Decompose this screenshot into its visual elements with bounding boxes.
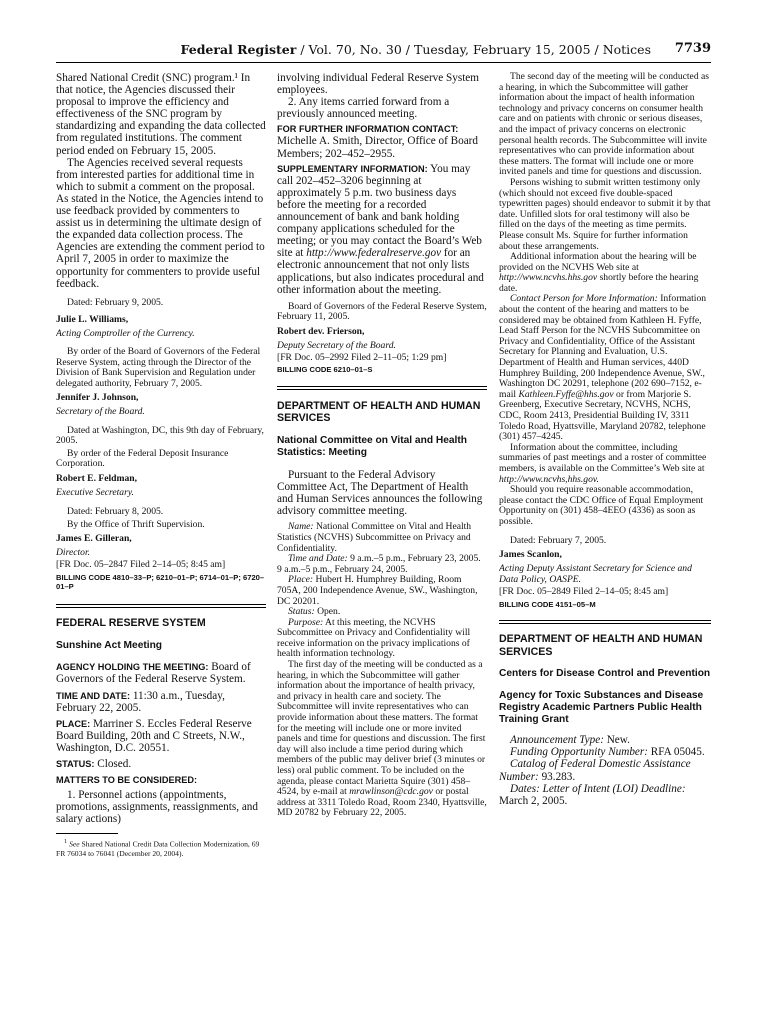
field-value: 93.283. bbox=[541, 770, 576, 783]
dated-line: Dated: February 8, 2005. bbox=[67, 506, 164, 518]
paragraph-text: Additional information about the hearing will be provided on the NCVHS Web site at bbox=[499, 251, 697, 273]
column-2 bbox=[277, 72, 487, 1024]
paragraph-text: The first day of the meeting will be conducted as a hearing, in which the Subcommittee will gather information about the importance of health privacy, and privacy in health care and society. The Subcommittee will invite representatives who can provide information about these matters. The format for the meeting will include one or more invited panels and time for questions and discussion. The first day will also include a time period during which members of the public may deliver brief (3 minutes or less) oral public comment. To be included on the agenda, please contact Marietta Squire (301) 458–4524, by e-mail at bbox=[277, 659, 486, 798]
field-value: National Committee on Vital and Health Statistics (NCVHS) Subcommittee on Privacy and Confidentiality. bbox=[277, 521, 472, 554]
field-place bbox=[56, 718, 266, 754]
field-label: Dates: Letter of Intent (LOI) Deadline: bbox=[510, 782, 686, 795]
notice-subject: National Committee on Vital and Health Statistics: Meeting bbox=[277, 434, 468, 458]
field-label: Name: bbox=[288, 521, 314, 533]
paragraph: The Agencies received several requests from interested parties for additional time in which to submit a comment on the proposal. As stated in the Notice, the Agencies intend to use feedback provided by commenters to assist us in determining the ultimate design of the expanded data collection process. The Agencies are extending the comment period to April 7, 2005 in order to maximize the opportunity for commenters to provide useful feedback. bbox=[56, 156, 265, 290]
field-agency-holding bbox=[56, 661, 266, 685]
field-label: Status: bbox=[288, 606, 315, 618]
agency-heading: DEPARTMENT OF HEALTH AND HUMAN SERVICES bbox=[499, 633, 703, 658]
paragraph: The second day of the meeting will be conducted as a hearing, in which the Subcommittee will gather information about the impact of health information technology and privacy concerns on consumer health care and on patients with chronic or serious diseases, and the impact of privacy concerns on electronic personal health records. The Subcommittee will invite representatives who can provide information about these matters. The format will include one or more invited panels and time for questions and discussion. bbox=[499, 72, 710, 178]
field-catalog-number bbox=[499, 758, 711, 782]
paragraph bbox=[277, 660, 487, 819]
field-contact bbox=[277, 123, 487, 159]
section-divider bbox=[499, 620, 711, 621]
field-value: for an electronic announcement that not only lists applications, but also indicates procedural and other information about the meeting. bbox=[277, 247, 484, 296]
field-value: 11:30 a.m., Tuesday, February 22, 2005. bbox=[56, 689, 225, 714]
field-label: Catalog of Federal Domestic Assistance Number: bbox=[499, 758, 691, 783]
paragraph: Shared National Credit (SNC) program.¹ In that notice, the Agencies discussed their proposal to improve the efficiency and effectiveness of the SNC program by standardizing and expanding the data collected from regulated institutions. The comment period ended on February 15, 2005. bbox=[56, 72, 266, 157]
fr-doc-line: [FR Doc. 05–2849 Filed 2–14–05; 8:45 am] bbox=[499, 586, 669, 598]
paragraph-text: shortly before the hearing date. bbox=[499, 272, 699, 294]
contact-email[interactable]: Kathleen.Fyffe@hhs.gov bbox=[518, 388, 614, 400]
field-status bbox=[56, 758, 266, 770]
billing-code: BILLING CODE 4810–33–P; 6210–01–P; 6714–01–P; 6720–01–P bbox=[56, 572, 265, 592]
field-place bbox=[277, 575, 487, 607]
matter-item: 1. Personnel actions (appointments, promotions, assignments, reassignments, and salary actions) bbox=[56, 789, 258, 826]
issue-details: / Vol. 70, No. 30 / Tuesday, February 15, 2005 / Notices bbox=[300, 42, 651, 57]
field-value: Open. bbox=[317, 606, 341, 618]
footnote-see: See bbox=[69, 839, 80, 849]
agency-heading: DEPARTMENT OF HEALTH AND HUMAN SERVICES bbox=[277, 399, 481, 425]
signatory-title: Director. bbox=[56, 547, 91, 559]
paragraph: Should you require reasonable accommodation, please contact the CDC Office of Equal Employment Opportunity on (301) 458–4EEO (4336) as soon as possible. bbox=[499, 484, 704, 527]
field-contact-person bbox=[499, 294, 711, 442]
committee-url[interactable]: http://www.ncvhs,hhs.gov. bbox=[499, 473, 599, 485]
field-label: MATTERS TO BE CONSIDERED: bbox=[56, 775, 198, 786]
paragraph-text: or postal address at 3311 Toledo Road, Room 2340, Hyattsville, MD 20782 by February 22, 2005. bbox=[277, 786, 487, 819]
order-statement: By order of the Federal Deposit Insurance Corporation. bbox=[56, 447, 229, 470]
signatory-name: Robert E. Feldman, bbox=[56, 473, 138, 485]
notice-subject: Agency for Toxic Substances and Disease Registry Academic Partners Public Health Training Grant bbox=[499, 690, 704, 726]
signatory-title: Acting Deputy Assistant Secretary for Science and Data Policy, OASPE. bbox=[499, 563, 692, 586]
sub-agency-heading: Centers for Disease Control and Prevention bbox=[499, 668, 711, 680]
page-header bbox=[56, 40, 711, 63]
field-label: STATUS: bbox=[56, 758, 95, 769]
field-value: New. bbox=[606, 734, 630, 747]
field-label: Contact Person for More Information: bbox=[510, 293, 658, 305]
section-divider bbox=[277, 386, 487, 387]
field-value: At this meeting, the NCVHS Subcommittee on Privacy and Confidentiality will receive information on the privacy implications of health information technology. bbox=[277, 616, 471, 660]
field-purpose bbox=[277, 618, 487, 660]
agency-heading: FEDERAL RESERVE SYSTEM bbox=[56, 616, 206, 629]
billing-code: BILLING CODE 6210–01–S bbox=[277, 365, 373, 375]
field-label: Place: bbox=[288, 574, 314, 586]
field-value: March 2, 2005. bbox=[499, 794, 568, 807]
field-value: Closed. bbox=[97, 757, 132, 770]
footnote-divider bbox=[56, 833, 118, 834]
dated-line: Dated at Washington, DC, this 9th day of February, 2005. bbox=[56, 424, 264, 447]
field-value: Hubert H. Humphrey Building, Room 705A, 200 Independence Avenue, SW., Washington, DC 20201. bbox=[277, 574, 478, 607]
signatory-title: Executive Secretary. bbox=[56, 487, 134, 499]
field-label: Funding Opportunity Number: bbox=[510, 746, 648, 759]
signatory-name: Jennifer J. Johnson, bbox=[56, 391, 139, 403]
contact-email[interactable]: mrawlinson@cdc.gov bbox=[349, 786, 433, 798]
notice-subject: Sunshine Act Meeting bbox=[56, 640, 163, 652]
field-value: RFA 05045. bbox=[650, 746, 705, 759]
section-divider bbox=[56, 607, 266, 608]
page-number: 7739 bbox=[674, 41, 711, 56]
footnote-text: Shared National Credit Data Collection Modernization, 69 FR 76034 to 76041 (December 20, 2004). bbox=[56, 839, 260, 859]
section-divider bbox=[277, 389, 487, 390]
field-label: FOR FURTHER INFORMATION CONTACT: bbox=[277, 124, 459, 135]
signatory-name: James Scanlon, bbox=[499, 549, 562, 561]
billing-code: BILLING CODE 4151–05–M bbox=[499, 599, 596, 609]
field-funding-opportunity bbox=[499, 746, 711, 758]
field-time-date bbox=[277, 554, 487, 575]
column-1 bbox=[56, 72, 266, 1024]
federal-reserve-url[interactable]: http://www.federalreserve.gov bbox=[306, 247, 442, 260]
board-statement: Board of Governors of the Federal Reserve System, February 11, 2005. bbox=[277, 300, 487, 323]
signatory-name: Robert dev. Frierson, bbox=[277, 325, 365, 337]
field-announcement-type bbox=[499, 734, 711, 746]
field-time-date bbox=[56, 690, 266, 714]
signatory-name: James E. Gilleran, bbox=[56, 533, 132, 545]
signatory-name: Julie L. Williams, bbox=[56, 314, 129, 326]
dated-line: Dated: February 9, 2005. bbox=[67, 296, 164, 308]
signatory-title: Secretary of the Board. bbox=[56, 405, 145, 417]
field-value: Board of Governors of the Federal Reserve System. bbox=[56, 661, 251, 686]
footnote: $^1$ See Shared National Credit Data Collection Modernization, 69 FR 76034 to 76041 (December 20, 2004). bbox=[56, 838, 260, 859]
field-label: TIME AND DATE: bbox=[56, 690, 131, 701]
field-name bbox=[277, 522, 487, 554]
field-dates bbox=[499, 783, 711, 807]
paragraph: Persons wishing to submit written testimony only (which should not exceed five double-spaced typewritten pages) should endeavor to submit it by that date. Unfilled slots for oral testimony will also be filled on the days of the meeting as time permits. Please consult Ms. Squire for further information about these arrangements. bbox=[499, 176, 711, 252]
running-head bbox=[181, 42, 651, 57]
field-supplementary bbox=[277, 163, 487, 296]
signatory-title: Acting Comptroller of the Currency. bbox=[56, 328, 195, 340]
field-value: 9 a.m.–5 p.m., February 23, 2005. 9 a.m.–5 p.m., February 24, 2005. bbox=[277, 553, 481, 575]
fr-doc-line: [FR Doc. 05–2992 Filed 2–11–05; 1:29 pm] bbox=[277, 351, 447, 363]
publication-name: Federal Register bbox=[180, 42, 297, 57]
field-label: PLACE: bbox=[56, 718, 91, 729]
section-divider bbox=[499, 623, 711, 624]
dated-line: Dated: February 7, 2005. bbox=[510, 534, 607, 546]
section-divider bbox=[56, 604, 266, 605]
field-label: Purpose: bbox=[288, 616, 324, 628]
paragraph: involving individual Federal Reserve System employees. bbox=[277, 72, 479, 97]
field-value: Marriner S. Eccles Federal Reserve Board Building, 20th and C Streets, N.W., Washington, D.C. 20551. bbox=[56, 717, 252, 754]
field-value: Michelle A. Smith, Director, Office of Board Members; 202–452–2955. bbox=[277, 135, 478, 160]
field-matters bbox=[56, 774, 266, 786]
paragraph bbox=[499, 443, 711, 485]
order-statement: By the Office of Thrift Supervision. bbox=[67, 518, 205, 530]
fr-doc-line: [FR Doc. 05–2847 Filed 2–14–05; 8:45 am] bbox=[56, 559, 226, 571]
order-statement: By order of the Board of Governors of the Federal Reserve System, acting through the Director of the Division of Bank Supervision and Regulation under delegated authority, February 7, 2005. bbox=[56, 346, 261, 390]
field-value: Information about the content of the hearing and matters to be considered may be obtained from Kathleen H. Fyffe, Lead Staff Person for the NCVHS Subcommittee on Privacy and Confidentiality, Office of the Assistant Secretary for Planning and Evaluation, U.S. Department of Health and Human services, 440D Humphrey Building, 200 Independence Avenue, SW., Washington DC 20291, telephone (202 690–7152, e-mail bbox=[499, 293, 707, 400]
field-label: SUPPLEMENTARY INFORMATION: bbox=[277, 163, 428, 174]
paragraph bbox=[499, 252, 711, 294]
field-label: Time and Date: bbox=[288, 553, 348, 565]
column-3 bbox=[499, 72, 711, 1024]
field-value: You may call 202–452–3206 beginning at approximately 5 p.m. two business days before the meeting for a recorded announcement of bank and bank holding company applications scheduled for the meeting; or you may contact the Board’s Web site at bbox=[277, 162, 482, 260]
signatory-title: Deputy Secretary of the Board. bbox=[277, 339, 396, 351]
field-label: AGENCY HOLDING THE MEETING: bbox=[56, 662, 209, 673]
ncvhs-url[interactable]: http://www.ncvhs.hhs.gov bbox=[499, 272, 598, 284]
paragraph: Pursuant to the Federal Advisory Committee Act, The Department of Health and Human Services announces the following advisory committee meeting. bbox=[277, 468, 483, 518]
matter-item: 2. Any items carried forward from a previously announced meeting. bbox=[277, 96, 450, 121]
field-label: Announcement Type: bbox=[510, 734, 604, 747]
paragraph-text: Information about the committee, including summaries of past meetings and a roster of committee members, is available on the Committee’s Web site at bbox=[499, 441, 707, 474]
field-value: or from Marjorie S. Greenberg, Executive Secretary, NCVHS, NCHS, CDC, Room 2413, Presidential Building IV, 3311 Toledo Road, Hyattsville, Maryland 20782, telephone (301) 457–4245. bbox=[499, 388, 706, 443]
